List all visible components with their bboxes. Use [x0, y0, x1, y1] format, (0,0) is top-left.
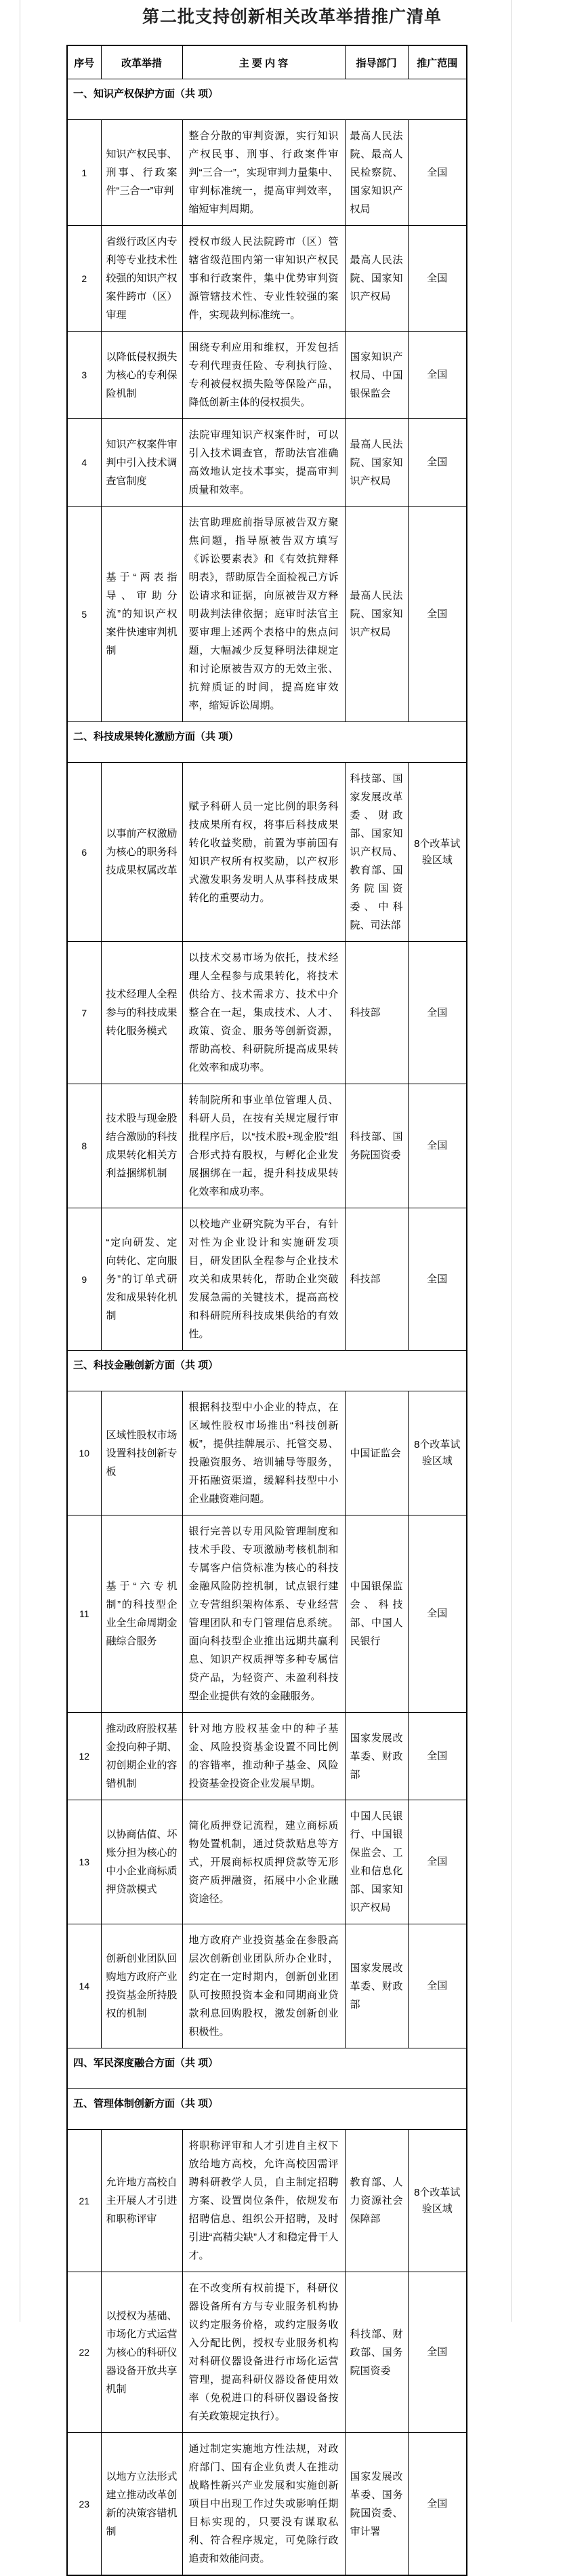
cell-scope: 全国	[408, 2272, 467, 2433]
cell-dept: 科技部、财政部、国务院国资委	[345, 2272, 408, 2433]
cell-measure: “定向研发、定向转化、定向服务”的订单式研发和成果转化机制	[101, 1208, 182, 1351]
table-row	[67, 120, 467, 226]
cell-dept: 国家发展改革委、国务院国资委、审计署	[345, 2433, 408, 2576]
cell-no: 4	[67, 419, 101, 507]
cell-measure: 允许地方高校自主开展人才引进和职称评审	[101, 2130, 182, 2272]
reform-table-body	[67, 79, 467, 2576]
cell-measure: 知识产权案件审判中引入技术调查官制度	[101, 419, 182, 507]
cell-no: 21	[67, 2130, 101, 2272]
table-row	[67, 2272, 467, 2433]
section-band-label: 四、军民深度融合方面（共 项）	[67, 2048, 467, 2089]
cell-dept: 国家发展改革委、财政部	[345, 1924, 408, 2048]
cell-content: 以技术交易市场为依托，技术经理人全程参与成果转化，将技术供给方、技术需求方、技术中介整合在一起，集成技术、人才、政策、资金、服务等创新资源，帮助高校、科研院所提高成果转化效率和成功率。	[182, 942, 345, 1084]
reform-measures-table	[66, 45, 467, 2576]
cell-scope: 8个改革试验区域	[408, 2130, 467, 2272]
cell-content: 围绕专利应用和维权，开发包括专利代理责任险、专利执行险、专利被侵权损失险等保险产品，降低创新主体的侵权损失。	[182, 332, 345, 419]
cell-dept: 科技部、国务院国资委	[345, 1084, 408, 1208]
cell-scope: 全国	[408, 1713, 467, 1800]
cell-content: 以校地产业研究院为平台，有针对性为企业设计和实施研发项目，研发团队全程参与企业技术攻关和成果转化，帮助企业突破发展急需的关键技术，提高高校和科研院所科技成果供给的有效性。	[182, 1208, 345, 1351]
cell-scope: 全国	[408, 507, 467, 722]
cell-dept: 中国人民银行、中国银保监会、工业和信息化部、国家知识产权局	[345, 1800, 408, 1924]
cell-no: 5	[67, 507, 101, 722]
cell-dept: 教育部、人力资源社会保障部	[345, 2130, 408, 2272]
cell-dept: 科技部、国家发展改革委、财政部、国家知识产权局、教育部、国务院国资委、中科院、司法部	[345, 763, 408, 942]
cell-measure: 以降低侵权损失为核心的专利保险机制	[101, 332, 182, 419]
cell-no: 12	[67, 1713, 101, 1800]
cell-content: 在不改变所有权前提下，科研仪器设备所有方与专业服务机构协议约定服务价格，或约定服务收入分配比例，授权专业服务机构对科研仪器设备进行市场化运营管理，提高科研仪器设备使用效率（免税进口的科研仪器设备按有关政策规定执行）。	[182, 2272, 345, 2433]
table-row	[67, 1208, 467, 1351]
cell-measure: 技术股与现金股结合激励的科技成果转化相关方利益捆绑机制	[101, 1084, 182, 1208]
table-row	[67, 507, 467, 722]
cell-dept: 最高人民法院、国家知识产权局	[345, 507, 408, 722]
table-row	[67, 226, 467, 332]
header-cell-dept: 指导部门	[345, 45, 408, 79]
cell-no: 22	[67, 2272, 101, 2433]
section-band-row	[67, 722, 467, 763]
cell-dept: 最高人民法院、最高人民检察院、国家知识产权局	[345, 120, 408, 226]
cell-dept: 最高人民法院、国家知识产权局	[345, 226, 408, 332]
cell-measure: 基于“两表指导、审助分流”的知识产权案件快速审判机制	[101, 507, 182, 722]
cell-no: 11	[67, 1515, 101, 1713]
cell-measure: 省级行政区内专利等专业技术性较强的知识产权案件跨市（区）审理	[101, 226, 182, 332]
cell-content: 授权市级人民法院跨市（区）管辖省级范围内第一审知识产权民事和行政案件，集中优势审判资源管辖技术性、专业性较强的案件，实现裁判标准统一。	[182, 226, 345, 332]
cell-scope: 全国	[408, 1924, 467, 2048]
table-row	[67, 1391, 467, 1515]
cell-no: 14	[67, 1924, 101, 2048]
table-row	[67, 2130, 467, 2272]
table-row	[67, 2433, 467, 2576]
cell-content: 简化质押登记流程，建立商标质物处置机制，通过贷款贴息等方式，开展商标权质押贷款等无形资产质押融资，拓展中小企业融资途径。	[182, 1800, 345, 1924]
cell-measure: 以地方立法形式建立推动改革创新的决策容错机制	[101, 2433, 182, 2576]
table-row	[67, 1800, 467, 1924]
cell-scope: 全国	[408, 419, 467, 507]
header-cell-content: 主 要 内 容	[182, 45, 345, 79]
cell-content: 银行完善以专用风险管理制度和技术手段、专项激励考核机制和专属客户信贷标准为核心的科技金融风险防控机制，试点银行建立专营组织架构体系、专业经营管理团队和专门管理信息系统。面向科技型企业推出远期共赢利息、知识产权质押等多种专属信贷产品，为轻资产、未盈利科技型企业提供有效的金融服务。	[182, 1515, 345, 1713]
table-row	[67, 332, 467, 419]
section-band-label: 一、知识产权保护方面（共 项）	[67, 79, 467, 120]
cell-content: 根据科技型中小企业的特点，在区域性股权市场推出“科技创新板”，提供挂牌展示、托管交易、投融资服务、培训辅导等服务，开拓融资渠道，缓解科技型中小企业融资难问题。	[182, 1391, 345, 1515]
cell-scope: 全国	[408, 120, 467, 226]
cell-content: 通过制定实施地方性法规，对政府部门、国有企业负责人在推动战略性新兴产业发展和实施创新项目中出现工作过失或影响任期目标实现的，只要没有谋取私利、符合程序规定，可免除行政追责和效能问责。	[182, 2433, 345, 2576]
cell-scope: 8个改革试验区域	[408, 1391, 467, 1515]
cell-content: 转制院所和事业单位管理人员、科研人员，在按有关规定履行审批程序后，以“技术股+现金股”组合形式持有股权，与孵化企业发展捆绑在一起，提升科技成果转化效率和成功率。	[182, 1084, 345, 1208]
cell-scope: 全国	[408, 332, 467, 419]
section-band-row	[67, 2048, 467, 2089]
cell-measure: 以事前产权激励为核心的职务科技成果权属改革	[101, 763, 182, 942]
header-cell-scope: 推广范围	[408, 45, 467, 79]
cell-dept: 科技部	[345, 1208, 408, 1351]
table-row	[67, 419, 467, 507]
cell-content: 地方政府产业投资基金在参股高层次创新创业团队所办企业时，约定在一定时期内，创新创业团队可按照投资本金和同期商业贷款利息回购股权，激发创新创业积极性。	[182, 1924, 345, 2048]
cell-scope: 全国	[408, 1515, 467, 1713]
cell-measure: 推动政府股权基金投向种子期、初创期企业的容错机制	[101, 1713, 182, 1800]
table-row	[67, 1713, 467, 1800]
cell-content: 将职称评审和人才引进自主权下放给地方高校，允许高校因需评聘科研教学人员，自主制定招聘方案、设置岗位条件，依规发布招聘信息、组织公开招聘，及时引进“高精尖缺”人才和稳定骨干人才。	[182, 2130, 345, 2272]
cell-content: 法院审理知识产权案件时，可以引入技术调查官，帮助法官准确高效地认定技术事实，提高审判质量和效率。	[182, 419, 345, 507]
cell-content: 针对地方股权基金中的种子基金、风险投资基金设置不同比例的容错率，推动种子基金、风险投资基金投资企业发展早期。	[182, 1713, 345, 1800]
table-row	[67, 1084, 467, 1208]
cell-scope: 全国	[408, 1084, 467, 1208]
cell-no: 9	[67, 1208, 101, 1351]
cell-no: 23	[67, 2433, 101, 2576]
cell-measure: 区域性股权市场设置科技创新专板	[101, 1391, 182, 1515]
cell-dept: 国家发展改革委、财政部	[345, 1713, 408, 1800]
table-row	[67, 942, 467, 1084]
cell-scope: 全国	[408, 1800, 467, 1924]
header-cell-measure: 改革举措	[101, 45, 182, 79]
cell-dept: 中国证监会	[345, 1391, 408, 1515]
table-row	[67, 1515, 467, 1713]
cell-scope: 全国	[408, 942, 467, 1084]
cell-measure: 技术经理人全程参与的科技成果转化服务模式	[101, 942, 182, 1084]
cell-scope: 全国	[408, 1208, 467, 1351]
section-band-row	[67, 79, 467, 120]
section-band-row	[67, 2089, 467, 2130]
cell-no: 10	[67, 1391, 101, 1515]
cell-content: 整合分散的审判资源，实行知识产权民事、刑事、行政案件审判“三合一”，实现审判力量集中、审判标准统一，提高审判效率，缩短审判周期。	[182, 120, 345, 226]
cell-content: 赋予科研人员一定比例的职务科技成果所有权，将事后科技成果转化收益奖励，前置为事前国有知识产权所有权奖励，以产权形式激发职务发明人从事科技成果转化的重要动力。	[182, 763, 345, 942]
section-band-label: 二、科技成果转化激励方面（共 项）	[67, 722, 467, 763]
page-title: 第二批支持创新相关改革举措推广清单	[142, 7, 442, 26]
cell-content: 法官助理庭前指导原被告双方聚焦问题，指导原被告双方填写《诉讼要素表》和《有效抗辩释明表》，帮助原告全面检视己方诉讼请求和证据，向原被告双方释明裁判法律依据；庭审时法官主要审理上述两个表格中的焦点问题，大幅减少反复释明法律规定和讨论原被告双方的无效主张、抗辩质证的时间，提高庭审效率，缩短诉讼周期。	[182, 507, 345, 722]
cell-no: 6	[67, 763, 101, 942]
cell-measure: 创新创业团队回购地方政府产业投资基金所持股权的机制	[101, 1924, 182, 2048]
cell-no: 13	[67, 1800, 101, 1924]
cell-dept: 中国银保监会、科技部、中国人民银行	[345, 1515, 408, 1713]
section-band-label: 五、管理体制创新方面（共 项）	[67, 2089, 467, 2130]
cell-measure: 以协商估值、坏账分担为核心的中小企业商标质押贷款模式	[101, 1800, 182, 1924]
cell-scope: 全国	[408, 226, 467, 332]
section-band-row	[67, 1351, 467, 1391]
cell-no: 2	[67, 226, 101, 332]
cell-no: 7	[67, 942, 101, 1084]
page-edge-right-line	[511, 0, 512, 2322]
table-row	[67, 763, 467, 942]
section-band-label: 三、科技金融创新方面（共 项）	[67, 1351, 467, 1391]
table-header-row	[67, 45, 467, 79]
cell-measure: 知识产权民事、刑事、行政案件“三合一”审判	[101, 120, 182, 226]
cell-measure: 基于“六专机制”的科技型企业全生命周期金融综合服务	[101, 1515, 182, 1713]
cell-dept: 最高人民法院、国家知识产权局	[345, 419, 408, 507]
cell-no: 3	[67, 332, 101, 419]
header-cell-no: 序号	[67, 45, 101, 79]
cell-scope: 8个改革试验区域	[408, 763, 467, 942]
cell-no: 1	[67, 120, 101, 226]
cell-scope: 全国	[408, 2433, 467, 2576]
cell-no: 8	[67, 1084, 101, 1208]
cell-measure: 以授权为基础、市场化方式运营为核心的科研仪器设备开放共享机制	[101, 2272, 182, 2433]
cell-dept: 国家知识产权局、中国银保监会	[345, 332, 408, 419]
table-row	[67, 1924, 467, 2048]
cell-dept: 科技部	[345, 942, 408, 1084]
